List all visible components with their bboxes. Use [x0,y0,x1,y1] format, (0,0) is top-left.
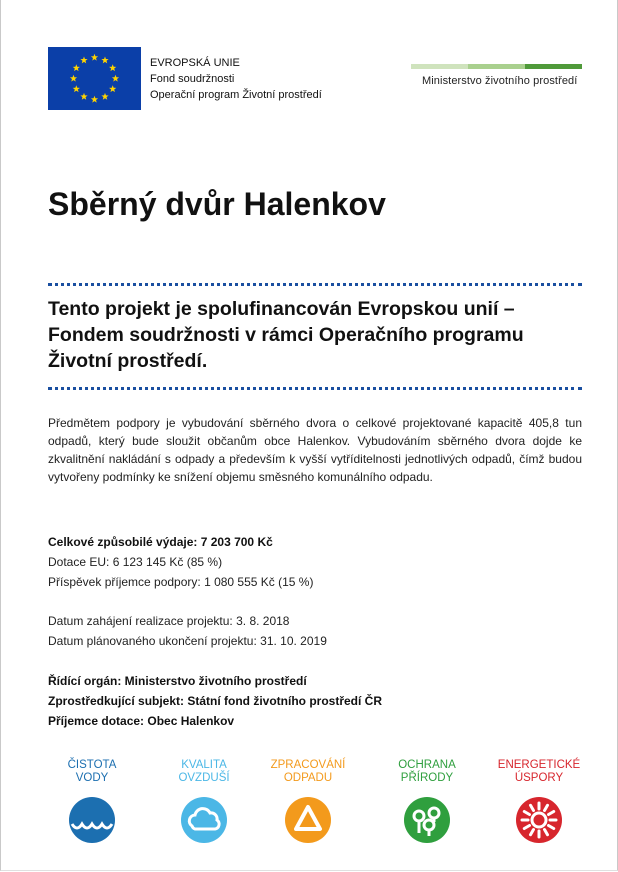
priority-label: ZPRACOVÁNÍ ODPADU [270,759,346,784]
page-title: Sběrný dvůr Halenkov [48,186,386,222]
eu-line: EVROPSKÁ UNIE [150,57,240,69]
eu-programme-text [150,55,322,103]
nature-icon [403,796,451,844]
priority-water [47,759,137,844]
ministry-logo-bars [411,64,582,69]
priority-energy [494,759,584,844]
cloud-icon [180,796,228,844]
dotted-divider [48,283,582,286]
water-icon [68,796,116,844]
eu-grant: Dotace EU: 6 123 145 Kč (85 %) [48,555,223,569]
priority-label: KVALITA OVZDUŠÍ [178,759,230,784]
eu-flag-logo [48,47,141,110]
project-description: Předmětem podpory je vybudování sběrného dvora o celkové projektované kapacitě 405,8 tun odpadů, který bude sloužit občanům obce Halenkov. Vybudováním sběrného dvora dojde ke zkvalitnění nakládání s odpady a především k vyšší vytříditelnosti jednotlivých odpadů, čímž budou vytvořeny podmínky ke snížení objemu směsného komunálního odpadu. [48,416,582,484]
priority-nature [382,759,472,844]
priority-air [159,759,249,844]
managing-authority: Řídící orgán: Ministerstvo životního prostředí [48,674,307,688]
priority-label: OCHRANA PŘÍRODY [398,759,456,784]
priority-label: ENERGETICKÉ ÚSPORY [497,759,581,784]
priority-waste [263,759,353,844]
end-date: Datum plánovaného ukončení projektu: 31. 10. 2019 [48,634,327,648]
eu-line: Operační program Životní prostředí [150,89,322,101]
beneficiary: Příjemce dotace: Obec Halenkov [48,714,235,728]
intermediate-body: Zprostředkující subjekt: Státní fond životního prostředí ČR [48,694,383,708]
eu-line: Fond soudržnosti [150,73,235,85]
cofinancing-statement: Tento projekt je spolufinancován Evropskou unií – Fondem soudržnosti v rámci Operačního programu Životní prostředí. [48,298,524,372]
total-expenses: Celkové způsobilé výdaje: 7 203 700 Kč [48,535,273,549]
recycle-icon [284,796,332,844]
recipient-contribution: Příspěvek příjemce podpory: 1 080 555 Kč (15 %) [48,575,314,589]
priority-label: ČISTOTA VODY [67,759,117,784]
ministry-name: Ministerstvo životního prostředí [422,75,578,87]
dotted-divider [48,387,582,390]
start-date: Datum zahájení realizace projektu: 3. 8. 2018 [48,614,290,628]
sun-icon [515,796,563,844]
